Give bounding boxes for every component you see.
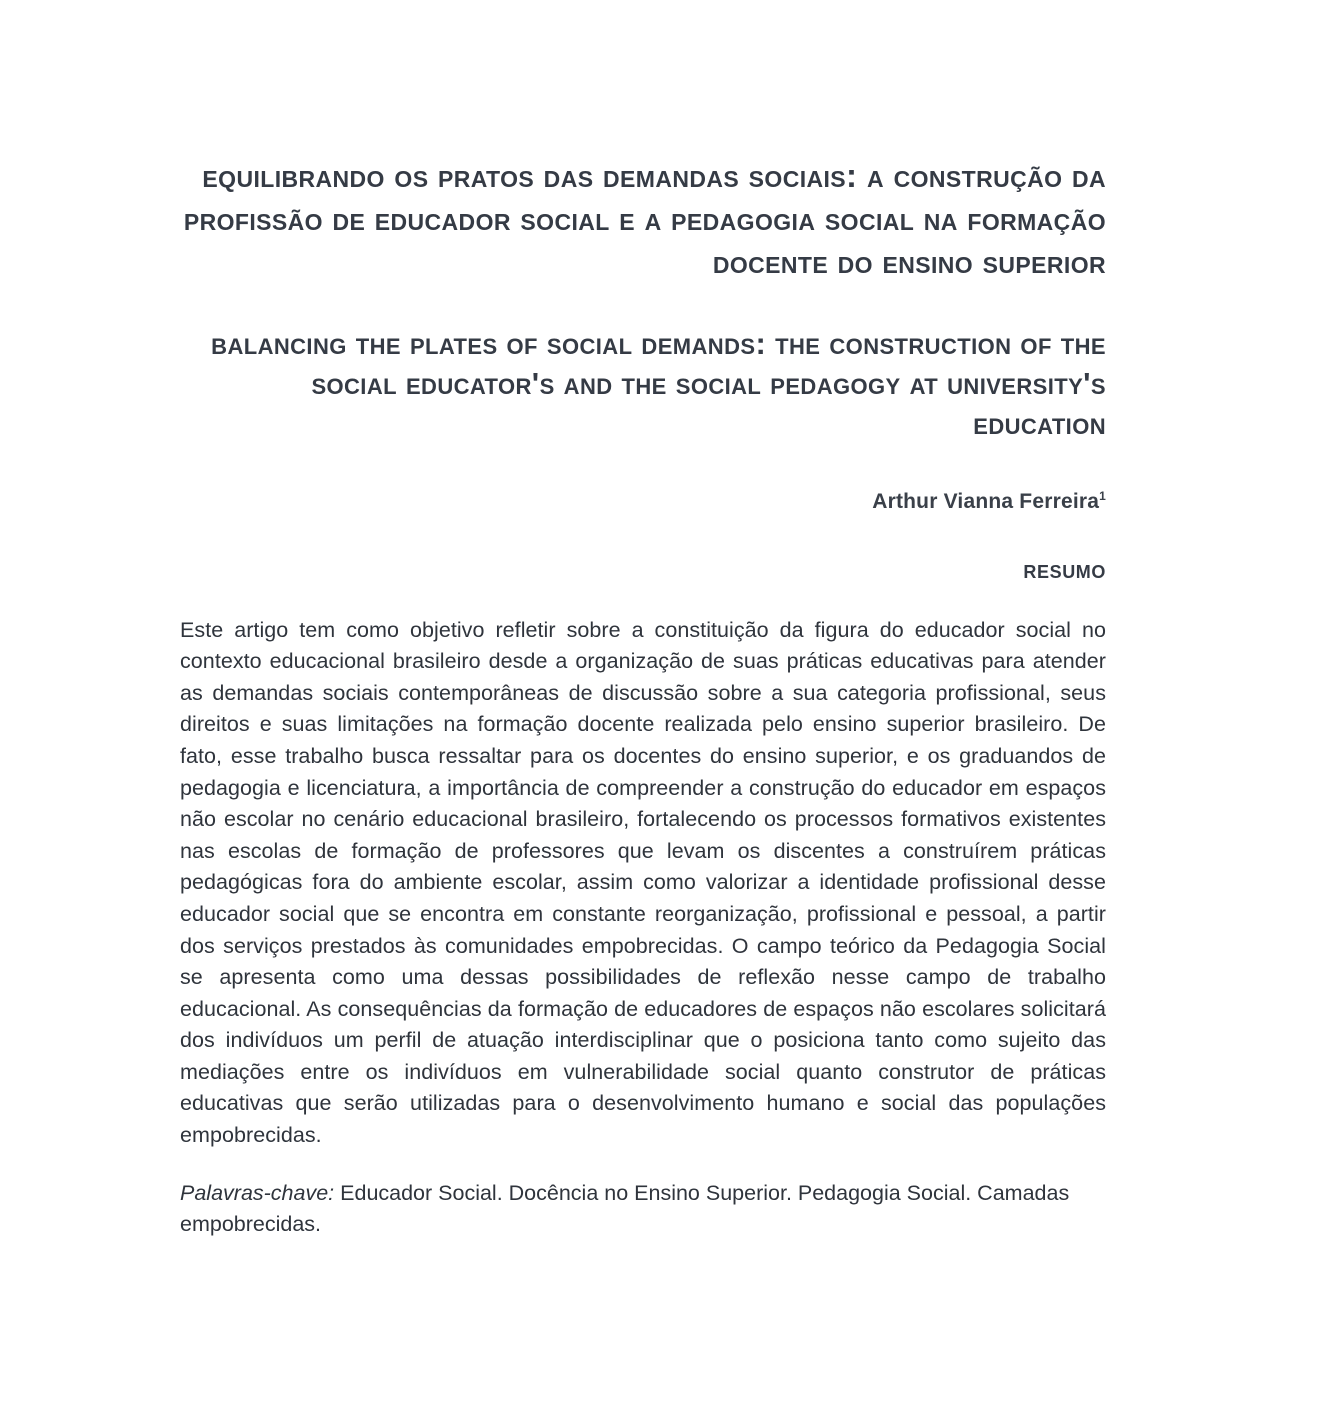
page-title-english: balancing the plates of social demands: the construction of the social educator's and the social pedagogy at university's education (211, 325, 1106, 442)
author-footnote-marker: 1 (1099, 488, 1106, 503)
author-line (180, 489, 1106, 514)
author-name: Arthur Vianna Ferreira (872, 489, 1100, 513)
title-block (180, 155, 1106, 445)
abstract-text: Este artigo tem como objetivo refletir sobre a constituição da figura do educador social no contexto educacional brasileiro desde a organização de suas práticas educativas para atender as demandas sociais contemporâneas de discussão sobre a sua categoria profissional, seus direitos e suas limitações na formação docente realizada pelo ensino superior brasileiro. De fato, esse trabalho busca ressaltar para os docentes do ensino superior, e os graduandos de pedagogia e licenciatura, a importância de compreender a construção do educador em espaços não escolar no cenário educacional brasileiro, fortalecendo os processos formativos existentes nas escolas de formação de professores que levam os discentes a construírem práticas pedagógicas fora do ambiente escolar, assim como valorizar a identidade profissional desse educador social que se encontra em constante reorganização, profissional e pessoal, a partir dos serviços prestados às comunidades empobrecidas. O campo teórico da Pedagogia Social se apresenta como uma dessas possibilidades de reflexão nesse campo de trabalho educacional. As consequências da formação de educadores de espaços não escolares solicitará dos indivíduos um perfil de atuação interdisciplinar que o posiciona tanto como sujeito das mediações entre os indivíduos em vulnerabilidade social quanto construtor de práticas educativas que serão utilizadas para o desenvolvimento humano e social das populações empobrecidas. (180, 617, 1106, 1148)
page-title-portuguese: equilibrando os pratos das demandas sociais: a construção da profissão de educador social e a pedagogia social na formação docente do ensino superior (183, 157, 1106, 280)
keywords-values: Educador Social. Docência no Ensino Superior. Pedagogia Social. Camadas empobrecidas. (180, 1180, 1070, 1236)
keywords-label: Palavras-chave: (180, 1180, 335, 1205)
abstract-heading: resumo (1023, 555, 1106, 584)
keywords-line (180, 1178, 1106, 1240)
